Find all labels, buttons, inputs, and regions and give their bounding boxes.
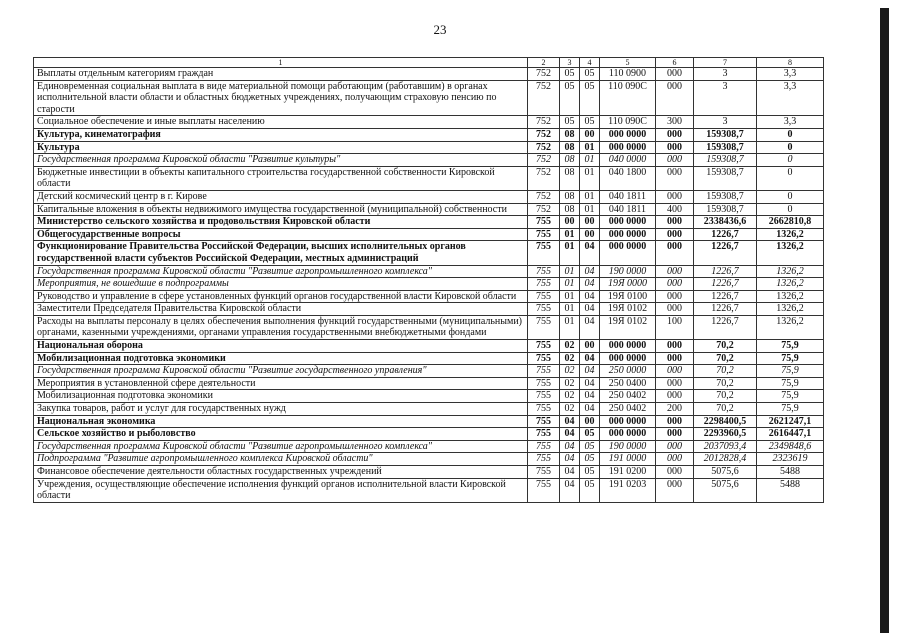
target-item-code-cell: 190 0000 — [600, 265, 656, 278]
section-code-cell: 02 — [560, 340, 580, 353]
target-item-code-cell: 040 1811 — [600, 190, 656, 203]
target-item-code-cell: 250 0000 — [600, 365, 656, 378]
amount-year-2-cell: 1326,2 — [757, 315, 824, 339]
table-row — [34, 154, 824, 167]
ministry-code-cell: 755 — [528, 440, 560, 453]
expense-type-code-cell: 000 — [656, 265, 694, 278]
amount-year-2-cell: 2662810,8 — [757, 216, 824, 229]
table-row — [34, 453, 824, 466]
expense-type-code-cell: 400 — [656, 203, 694, 216]
amount-year-2-cell: 3,3 — [757, 80, 824, 116]
target-item-code-cell: 000 0000 — [600, 428, 656, 441]
description-cell: Финансовое обеспечение деятельности областных государственных учреждений — [34, 466, 528, 479]
section-code-cell: 02 — [560, 352, 580, 365]
section-code-cell: 04 — [560, 478, 580, 502]
expense-type-code-cell: 000 — [656, 428, 694, 441]
amount-year-2-cell: 75,9 — [757, 390, 824, 403]
section-code-cell: 04 — [560, 453, 580, 466]
table-header-row — [34, 58, 824, 68]
amount-year-2-cell: 75,9 — [757, 377, 824, 390]
table-row — [34, 241, 824, 265]
column-number-3: 3 — [560, 58, 580, 68]
description-cell: Национальная оборона — [34, 340, 528, 353]
ministry-code-cell: 752 — [528, 141, 560, 154]
section-code-cell: 08 — [560, 154, 580, 167]
ministry-code-cell: 755 — [528, 241, 560, 265]
description-cell: Заместители Председателя Правительства Кировской области — [34, 303, 528, 316]
table-row — [34, 377, 824, 390]
section-code-cell: 01 — [560, 241, 580, 265]
description-cell: Подпрограмма "Развитие агропромышленного комплекса Кировской области" — [34, 453, 528, 466]
description-cell: Государственная программа Кировской области "Развитие государственного управления" — [34, 365, 528, 378]
amount-year-1-cell: 159308,7 — [694, 166, 757, 190]
amount-year-1-cell: 1226,7 — [694, 290, 757, 303]
ministry-code-cell: 755 — [528, 278, 560, 291]
amount-year-2-cell: 3,3 — [757, 68, 824, 81]
description-cell: Государственная программа Кировской области "Развитие культуры" — [34, 154, 528, 167]
subsection-code-cell: 04 — [580, 352, 600, 365]
table-row — [34, 466, 824, 479]
target-item-code-cell: 19Я 0100 — [600, 290, 656, 303]
table-row — [34, 365, 824, 378]
description-cell: Государственная программа Кировской области "Развитие агропромышленного комплекса" — [34, 265, 528, 278]
section-code-cell: 01 — [560, 315, 580, 339]
table-row — [34, 128, 824, 141]
description-cell: Министерство сельского хозяйства и продовольствия Кировской области — [34, 216, 528, 229]
amount-year-1-cell: 159308,7 — [694, 203, 757, 216]
section-code-cell: 04 — [560, 428, 580, 441]
amount-year-1-cell: 70,2 — [694, 390, 757, 403]
description-cell: Единовременная социальная выплата в виде материальной помощи работающим (работавшим) в органах исполнительной власти области и областных бюджетных учреждениях, получающим страховую пенсию по старости — [34, 80, 528, 116]
table-row — [34, 403, 824, 416]
description-cell: Бюджетные инвестиции в объекты капитального строительства государственной собственности Кировской области — [34, 166, 528, 190]
amount-year-2-cell: 3,3 — [757, 116, 824, 129]
table-row — [34, 265, 824, 278]
section-code-cell: 04 — [560, 466, 580, 479]
section-code-cell: 02 — [560, 403, 580, 416]
ministry-code-cell: 755 — [528, 390, 560, 403]
amount-year-1-cell: 70,2 — [694, 377, 757, 390]
ministry-code-cell: 755 — [528, 428, 560, 441]
expense-type-code-cell: 000 — [656, 453, 694, 466]
target-item-code-cell: 110 0900 — [600, 68, 656, 81]
target-item-code-cell: 19Я 0102 — [600, 303, 656, 316]
amount-year-2-cell: 0 — [757, 141, 824, 154]
amount-year-1-cell: 2037093,4 — [694, 440, 757, 453]
section-code-cell: 02 — [560, 365, 580, 378]
target-item-code-cell: 040 1800 — [600, 166, 656, 190]
ministry-code-cell: 755 — [528, 377, 560, 390]
target-item-code-cell: 000 0000 — [600, 415, 656, 428]
section-code-cell: 01 — [560, 228, 580, 241]
expense-type-code-cell: 000 — [656, 303, 694, 316]
amount-year-2-cell: 75,9 — [757, 403, 824, 416]
amount-year-1-cell: 3 — [694, 80, 757, 116]
amount-year-1-cell: 1226,7 — [694, 315, 757, 339]
description-cell: Функционирование Правительства Российской Федерации, высших исполнительных органов государственной власти субъектов Российской Федерации, местных администраций — [34, 241, 528, 265]
expense-type-code-cell: 000 — [656, 68, 694, 81]
ministry-code-cell: 752 — [528, 166, 560, 190]
target-item-code-cell: 190 0000 — [600, 440, 656, 453]
target-item-code-cell: 250 0402 — [600, 390, 656, 403]
subsection-code-cell: 04 — [580, 365, 600, 378]
section-code-cell: 01 — [560, 303, 580, 316]
expense-type-code-cell: 000 — [656, 166, 694, 190]
table-row — [34, 80, 824, 116]
ministry-code-cell: 755 — [528, 415, 560, 428]
amount-year-2-cell: 5488 — [757, 478, 824, 502]
expense-type-code-cell: 000 — [656, 440, 694, 453]
description-cell: Культура — [34, 141, 528, 154]
ministry-code-cell: 752 — [528, 154, 560, 167]
description-cell: Сельское хозяйство и рыболовство — [34, 428, 528, 441]
ministry-code-cell: 752 — [528, 80, 560, 116]
target-item-code-cell: 000 0000 — [600, 241, 656, 265]
subsection-code-cell: 00 — [580, 128, 600, 141]
target-item-code-cell: 000 0000 — [600, 141, 656, 154]
subsection-code-cell: 04 — [580, 377, 600, 390]
scan-edge-bar — [880, 8, 889, 633]
description-cell: Детский космический центр в г. Кирове — [34, 190, 528, 203]
amount-year-2-cell: 2349848,6 — [757, 440, 824, 453]
section-code-cell: 02 — [560, 377, 580, 390]
ministry-code-cell: 755 — [528, 315, 560, 339]
table-row — [34, 340, 824, 353]
subsection-code-cell: 05 — [580, 116, 600, 129]
expense-type-code-cell: 200 — [656, 403, 694, 416]
amount-year-2-cell: 1326,2 — [757, 265, 824, 278]
table-row — [34, 141, 824, 154]
amount-year-1-cell: 70,2 — [694, 340, 757, 353]
column-number-7: 7 — [694, 58, 757, 68]
subsection-code-cell: 04 — [580, 278, 600, 291]
subsection-code-cell: 04 — [580, 265, 600, 278]
subsection-code-cell: 00 — [580, 228, 600, 241]
amount-year-1-cell: 5075,6 — [694, 466, 757, 479]
section-code-cell: 04 — [560, 440, 580, 453]
amount-year-2-cell: 1326,2 — [757, 303, 824, 316]
amount-year-1-cell: 159308,7 — [694, 190, 757, 203]
section-code-cell: 08 — [560, 128, 580, 141]
expense-type-code-cell: 000 — [656, 80, 694, 116]
table-row — [34, 278, 824, 291]
subsection-code-cell: 01 — [580, 190, 600, 203]
ministry-code-cell: 755 — [528, 352, 560, 365]
amount-year-2-cell: 75,9 — [757, 340, 824, 353]
amount-year-1-cell: 5075,6 — [694, 478, 757, 502]
table-row — [34, 478, 824, 502]
table-row — [34, 203, 824, 216]
expense-type-code-cell: 000 — [656, 466, 694, 479]
description-cell: Культура, кинематография — [34, 128, 528, 141]
amount-year-1-cell: 2012828,4 — [694, 453, 757, 466]
table-body — [34, 58, 824, 503]
description-cell: Мероприятия в установленной сфере деятельности — [34, 377, 528, 390]
description-cell: Государственная программа Кировской области "Развитие агропромышленного комплекса" — [34, 440, 528, 453]
amount-year-2-cell: 2616447,1 — [757, 428, 824, 441]
amount-year-2-cell: 2323619 — [757, 453, 824, 466]
amount-year-2-cell: 75,9 — [757, 352, 824, 365]
column-number-8: 8 — [757, 58, 824, 68]
amount-year-2-cell: 2621247,1 — [757, 415, 824, 428]
amount-year-2-cell: 1326,2 — [757, 228, 824, 241]
ministry-code-cell: 755 — [528, 303, 560, 316]
column-number-2: 2 — [528, 58, 560, 68]
description-cell: Мобилизационная подготовка экономики — [34, 352, 528, 365]
description-cell: Общегосударственные вопросы — [34, 228, 528, 241]
subsection-code-cell: 00 — [580, 340, 600, 353]
ministry-code-cell: 752 — [528, 190, 560, 203]
subsection-code-cell: 01 — [580, 166, 600, 190]
target-item-code-cell: 191 0000 — [600, 453, 656, 466]
target-item-code-cell: 000 0000 — [600, 216, 656, 229]
ministry-code-cell: 755 — [528, 228, 560, 241]
amount-year-2-cell: 5488 — [757, 466, 824, 479]
description-cell: Руководство и управление в сфере установленных функций органов государственной власти Кировской области — [34, 290, 528, 303]
target-item-code-cell: 110 090С — [600, 116, 656, 129]
target-item-code-cell: 040 1811 — [600, 203, 656, 216]
table-row — [34, 68, 824, 81]
amount-year-1-cell: 1226,7 — [694, 241, 757, 265]
subsection-code-cell: 04 — [580, 290, 600, 303]
expense-type-code-cell: 000 — [656, 377, 694, 390]
amount-year-2-cell: 0 — [757, 128, 824, 141]
target-item-code-cell: 000 0000 — [600, 352, 656, 365]
amount-year-2-cell: 0 — [757, 166, 824, 190]
expense-type-code-cell: 300 — [656, 116, 694, 129]
ministry-code-cell: 755 — [528, 478, 560, 502]
subsection-code-cell: 00 — [580, 216, 600, 229]
target-item-code-cell: 191 0203 — [600, 478, 656, 502]
table-row — [34, 390, 824, 403]
table-row — [34, 190, 824, 203]
table-row — [34, 216, 824, 229]
expense-type-code-cell: 000 — [656, 228, 694, 241]
section-code-cell: 01 — [560, 265, 580, 278]
expense-type-code-cell: 000 — [656, 241, 694, 265]
ministry-code-cell: 752 — [528, 116, 560, 129]
page-number: 23 — [433, 22, 447, 37]
table-row — [34, 415, 824, 428]
expense-type-code-cell: 000 — [656, 352, 694, 365]
ministry-code-cell: 755 — [528, 265, 560, 278]
description-cell: Мобилизационная подготовка экономики — [34, 390, 528, 403]
expense-type-code-cell: 000 — [656, 141, 694, 154]
subsection-code-cell: 00 — [580, 415, 600, 428]
subsection-code-cell: 05 — [580, 453, 600, 466]
amount-year-1-cell: 2293960,5 — [694, 428, 757, 441]
expense-type-code-cell: 000 — [656, 128, 694, 141]
target-item-code-cell: 110 090С — [600, 80, 656, 116]
table-row — [34, 228, 824, 241]
amount-year-1-cell: 3 — [694, 116, 757, 129]
section-code-cell: 01 — [560, 278, 580, 291]
column-number-1: 1 — [34, 58, 528, 68]
subsection-code-cell: 01 — [580, 203, 600, 216]
subsection-code-cell: 04 — [580, 315, 600, 339]
ministry-code-cell: 755 — [528, 403, 560, 416]
target-item-code-cell: 191 0200 — [600, 466, 656, 479]
ministry-code-cell: 755 — [528, 340, 560, 353]
subsection-code-cell: 04 — [580, 403, 600, 416]
description-cell: Социальное обеспечение и иные выплаты населению — [34, 116, 528, 129]
amount-year-2-cell: 0 — [757, 154, 824, 167]
section-code-cell: 08 — [560, 203, 580, 216]
section-code-cell: 08 — [560, 190, 580, 203]
section-code-cell: 05 — [560, 116, 580, 129]
description-cell: Закупка товаров, работ и услуг для государственных нужд — [34, 403, 528, 416]
expense-type-code-cell: 000 — [656, 278, 694, 291]
amount-year-1-cell: 70,2 — [694, 403, 757, 416]
amount-year-2-cell: 1326,2 — [757, 290, 824, 303]
expense-type-code-cell: 000 — [656, 340, 694, 353]
ministry-code-cell: 755 — [528, 453, 560, 466]
subsection-code-cell: 01 — [580, 141, 600, 154]
table-row — [34, 315, 824, 339]
amount-year-1-cell: 1226,7 — [694, 303, 757, 316]
budget-table — [33, 57, 824, 503]
amount-year-1-cell: 70,2 — [694, 352, 757, 365]
subsection-code-cell: 01 — [580, 154, 600, 167]
description-cell: Выплаты отдельным категориям граждан — [34, 68, 528, 81]
table-row — [34, 166, 824, 190]
amount-year-1-cell: 159308,7 — [694, 154, 757, 167]
amount-year-1-cell: 1226,7 — [694, 265, 757, 278]
amount-year-2-cell: 1326,2 — [757, 241, 824, 265]
amount-year-1-cell: 2338436,6 — [694, 216, 757, 229]
ministry-code-cell: 752 — [528, 68, 560, 81]
target-item-code-cell: 000 0000 — [600, 340, 656, 353]
amount-year-1-cell: 1226,7 — [694, 228, 757, 241]
amount-year-1-cell: 159308,7 — [694, 141, 757, 154]
expense-type-code-cell: 000 — [656, 478, 694, 502]
column-number-5: 5 — [600, 58, 656, 68]
ministry-code-cell: 755 — [528, 365, 560, 378]
amount-year-2-cell: 0 — [757, 203, 824, 216]
description-cell: Учреждения, осуществляющие обеспечение исполнения функций органов исполнительной власти Кировской области — [34, 478, 528, 502]
expense-type-code-cell: 100 — [656, 315, 694, 339]
amount-year-1-cell: 1226,7 — [694, 278, 757, 291]
target-item-code-cell: 000 0000 — [600, 128, 656, 141]
amount-year-2-cell: 75,9 — [757, 365, 824, 378]
table-row — [34, 116, 824, 129]
table-row — [34, 440, 824, 453]
subsection-code-cell: 05 — [580, 80, 600, 116]
section-code-cell: 02 — [560, 390, 580, 403]
expense-type-code-cell: 000 — [656, 190, 694, 203]
section-code-cell: 08 — [560, 166, 580, 190]
expense-type-code-cell: 000 — [656, 154, 694, 167]
section-code-cell: 00 — [560, 216, 580, 229]
section-code-cell: 08 — [560, 141, 580, 154]
subsection-code-cell: 05 — [580, 466, 600, 479]
ministry-code-cell: 752 — [528, 203, 560, 216]
amount-year-1-cell: 70,2 — [694, 365, 757, 378]
target-item-code-cell: 000 0000 — [600, 228, 656, 241]
description-cell: Мероприятия, не вошедшие в подпрограммы — [34, 278, 528, 291]
target-item-code-cell: 040 0000 — [600, 154, 656, 167]
table-row — [34, 303, 824, 316]
target-item-code-cell: 250 0402 — [600, 403, 656, 416]
target-item-code-cell: 250 0400 — [600, 377, 656, 390]
expense-type-code-cell: 000 — [656, 365, 694, 378]
subsection-code-cell: 05 — [580, 68, 600, 81]
amount-year-2-cell: 1326,2 — [757, 278, 824, 291]
ministry-code-cell: 755 — [528, 466, 560, 479]
table-row — [34, 290, 824, 303]
ministry-code-cell: 752 — [528, 128, 560, 141]
table-row — [34, 352, 824, 365]
expense-type-code-cell: 000 — [656, 290, 694, 303]
table-row — [34, 428, 824, 441]
subsection-code-cell: 05 — [580, 478, 600, 502]
amount-year-2-cell: 0 — [757, 190, 824, 203]
section-code-cell: 05 — [560, 68, 580, 81]
subsection-code-cell: 05 — [580, 428, 600, 441]
subsection-code-cell: 04 — [580, 390, 600, 403]
ministry-code-cell: 755 — [528, 290, 560, 303]
section-code-cell: 04 — [560, 415, 580, 428]
description-cell: Национальная экономика — [34, 415, 528, 428]
subsection-code-cell: 04 — [580, 303, 600, 316]
amount-year-1-cell: 2298400,5 — [694, 415, 757, 428]
column-number-4: 4 — [580, 58, 600, 68]
expense-type-code-cell: 000 — [656, 415, 694, 428]
expense-type-code-cell: 000 — [656, 390, 694, 403]
amount-year-1-cell: 159308,7 — [694, 128, 757, 141]
ministry-code-cell: 755 — [528, 216, 560, 229]
section-code-cell: 01 — [560, 290, 580, 303]
section-code-cell: 05 — [560, 80, 580, 116]
target-item-code-cell: 19Я 0000 — [600, 278, 656, 291]
subsection-code-cell: 05 — [580, 440, 600, 453]
description-cell: Расходы на выплаты персоналу в целях обеспечения выполнения функций государственными (муниципальными) органами, казенными учреждениями, органами управления государственными внебюджетными фондами — [34, 315, 528, 339]
subsection-code-cell: 04 — [580, 241, 600, 265]
amount-year-1-cell: 3 — [694, 68, 757, 81]
expense-type-code-cell: 000 — [656, 216, 694, 229]
column-number-6: 6 — [656, 58, 694, 68]
description-cell: Капитальные вложения в объекты недвижимого имущества государственной (муниципальной) собственности — [34, 203, 528, 216]
target-item-code-cell: 19Я 0102 — [600, 315, 656, 339]
